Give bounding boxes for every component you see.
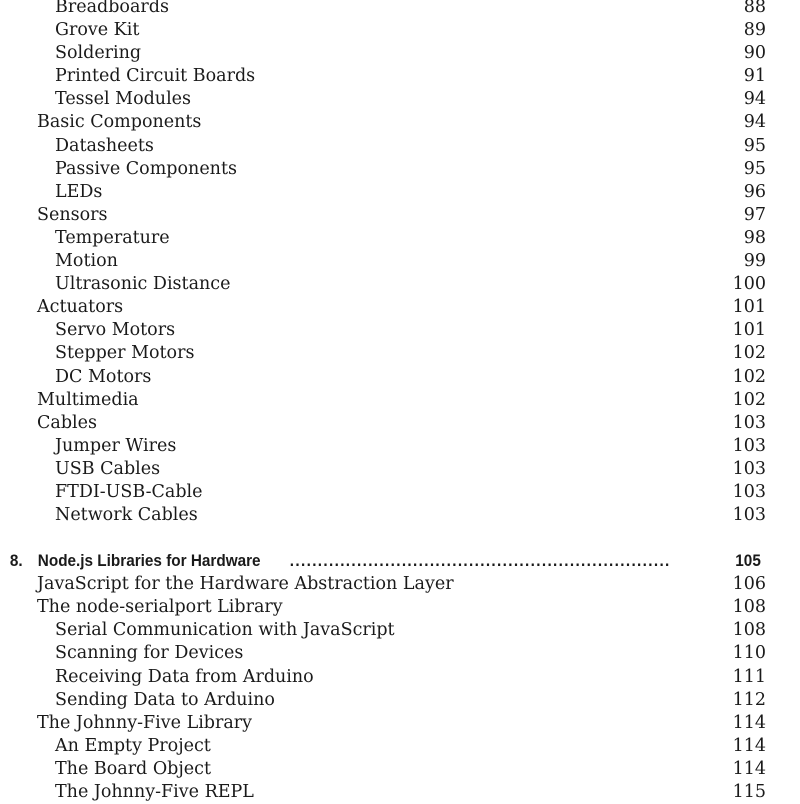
toc-entry-title: Breadboards bbox=[55, 0, 169, 17]
toc-entry[interactable] bbox=[0, 88, 800, 111]
toc-entry-title: Motion bbox=[55, 251, 118, 272]
toc-entry-page-number: 103 bbox=[732, 458, 766, 479]
toc-entry-page-number: 111 bbox=[732, 666, 766, 687]
toc-entry-page-number: 94 bbox=[743, 89, 766, 110]
toc-entry-page-number: 103 bbox=[732, 412, 766, 433]
toc-entry-title: The Board Object bbox=[55, 758, 211, 779]
toc-entry-page-number: 114 bbox=[732, 712, 766, 733]
toc-entry-title: Receiving Data from Arduino bbox=[55, 666, 314, 687]
toc-entry-title: Serial Communication with JavaScript bbox=[55, 620, 395, 641]
toc-entry-page-number: 96 bbox=[743, 181, 766, 202]
toc-entry[interactable] bbox=[0, 0, 800, 19]
toc-entry[interactable] bbox=[0, 481, 800, 504]
toc-entry-title: An Empty Project bbox=[55, 735, 211, 756]
toc-entry-title: Stepper Motors bbox=[55, 343, 195, 364]
toc-entry-page-number: 97 bbox=[743, 204, 766, 225]
toc-entry-title: Cables bbox=[37, 412, 97, 433]
toc-entry-page-number: 103 bbox=[732, 505, 766, 526]
toc-entry-title: DC Motors bbox=[55, 366, 152, 387]
chapter-page-number: 105 bbox=[735, 551, 761, 571]
toc-entry-title: USB Cables bbox=[55, 458, 161, 479]
toc-entry[interactable] bbox=[0, 42, 800, 65]
chapter-heading[interactable] bbox=[0, 549, 761, 573]
toc-entry-title: JavaScript for the Hardware Abstraction Layer bbox=[37, 574, 454, 595]
toc-entry[interactable] bbox=[0, 227, 800, 250]
toc-entry[interactable] bbox=[0, 19, 800, 42]
toc-entry[interactable] bbox=[0, 319, 800, 342]
toc-entry[interactable] bbox=[0, 712, 800, 735]
toc-entry[interactable] bbox=[0, 158, 800, 181]
toc-entry[interactable] bbox=[0, 758, 800, 781]
toc-entry-page-number: 98 bbox=[743, 227, 766, 248]
toc-entry-title: Temperature bbox=[55, 227, 170, 248]
toc-entry-page-number: 103 bbox=[732, 481, 766, 502]
toc-entry-page-number: 114 bbox=[732, 735, 766, 756]
toc-entry-title: Network Cables bbox=[55, 505, 198, 526]
toc-entry[interactable] bbox=[0, 204, 800, 227]
dot-leader: .................................................................... bbox=[289, 551, 671, 571]
toc-entry-page-number: 115 bbox=[732, 782, 766, 802]
toc-entry-page-number: 91 bbox=[743, 66, 766, 87]
toc-entry[interactable] bbox=[0, 366, 800, 389]
toc-entry-title: Datasheets bbox=[55, 135, 154, 156]
toc-entry[interactable] bbox=[0, 596, 800, 619]
toc-entry[interactable] bbox=[0, 735, 800, 758]
toc-entry[interactable] bbox=[0, 504, 800, 527]
toc-entry-title: FTDI-USB-Cable bbox=[55, 481, 203, 502]
toc-entry-page-number: 110 bbox=[732, 643, 766, 664]
toc-entry-page-number: 103 bbox=[732, 435, 766, 456]
toc-entry-page-number: 99 bbox=[743, 251, 766, 272]
toc-entry[interactable] bbox=[0, 781, 800, 804]
toc-entry-title: Jumper Wires bbox=[55, 435, 177, 456]
toc-entry-title: Actuators bbox=[37, 297, 124, 318]
toc-entry[interactable] bbox=[0, 666, 800, 689]
toc-entry-title: Passive Components bbox=[55, 158, 237, 179]
toc-entry-page-number: 101 bbox=[732, 320, 766, 341]
toc-entry-title: Scanning for Devices bbox=[55, 643, 244, 664]
toc-entry-page-number: 95 bbox=[743, 158, 766, 179]
toc-entry[interactable] bbox=[0, 619, 800, 642]
toc-entry-page-number: 102 bbox=[732, 389, 766, 410]
toc-entry[interactable] bbox=[0, 689, 800, 712]
chapter-title: Node.js Libraries for Hardware bbox=[37, 551, 261, 571]
toc-entry-page-number: 89 bbox=[743, 20, 766, 41]
toc-entry[interactable] bbox=[0, 111, 800, 134]
chapter-gap bbox=[0, 527, 800, 549]
toc-entry[interactable] bbox=[0, 135, 800, 158]
toc-entry-title: Grove Kit bbox=[55, 20, 140, 41]
toc-entry-page-number: 101 bbox=[732, 297, 766, 318]
toc-entry-title: LEDs bbox=[55, 181, 103, 202]
toc-entry-title: Printed Circuit Boards bbox=[55, 66, 256, 87]
toc-entry-title: Tessel Modules bbox=[55, 89, 192, 110]
toc-entry-title: Ultrasonic Distance bbox=[55, 274, 231, 295]
toc-entry[interactable] bbox=[0, 573, 800, 596]
toc-entry[interactable] bbox=[0, 273, 800, 296]
toc-entry-page-number: 90 bbox=[743, 43, 766, 64]
toc-entry-title: Soldering bbox=[55, 43, 142, 64]
toc-entry[interactable] bbox=[0, 412, 800, 435]
toc-entry-page-number: 102 bbox=[732, 343, 766, 364]
toc-entry-page-number: 108 bbox=[732, 597, 766, 618]
toc-entry[interactable] bbox=[0, 181, 800, 204]
toc-section-chapter-8 bbox=[0, 573, 800, 804]
chapter-number: 8. bbox=[9, 551, 23, 571]
toc-entry[interactable] bbox=[0, 458, 800, 481]
toc-entry[interactable] bbox=[0, 389, 800, 412]
toc-entry[interactable] bbox=[0, 250, 800, 273]
toc-entry[interactable] bbox=[0, 296, 800, 319]
toc-entry-page-number: 112 bbox=[732, 689, 766, 710]
toc-entry[interactable] bbox=[0, 342, 800, 365]
toc-entry-page-number: 108 bbox=[732, 620, 766, 641]
toc-entry-page-number: 94 bbox=[743, 112, 766, 133]
toc-entry-title: Sending Data to Arduino bbox=[55, 689, 275, 710]
toc-entry-title: The Johnny-Five REPL bbox=[55, 782, 254, 802]
toc-entry-title: Sensors bbox=[37, 204, 108, 225]
toc-entry-page-number: 102 bbox=[732, 366, 766, 387]
toc-entry[interactable] bbox=[0, 65, 800, 88]
toc-entry-title: The Johnny-Five Library bbox=[37, 712, 253, 733]
toc-entry-title: Multimedia bbox=[37, 389, 139, 410]
toc-entry[interactable] bbox=[0, 642, 800, 665]
toc-entry[interactable] bbox=[0, 435, 800, 458]
toc-entry-page-number: 95 bbox=[743, 135, 766, 156]
toc-entry-page-number: 106 bbox=[732, 574, 766, 595]
toc-entry-title: Basic Components bbox=[37, 112, 202, 133]
toc-entry-title: Servo Motors bbox=[55, 320, 176, 341]
toc-entry-page-number: 88 bbox=[743, 0, 766, 17]
toc-entry-title: The node-serialport Library bbox=[37, 597, 283, 618]
toc-entry-page-number: 114 bbox=[732, 758, 766, 779]
toc-entry-page-number: 100 bbox=[732, 274, 766, 295]
